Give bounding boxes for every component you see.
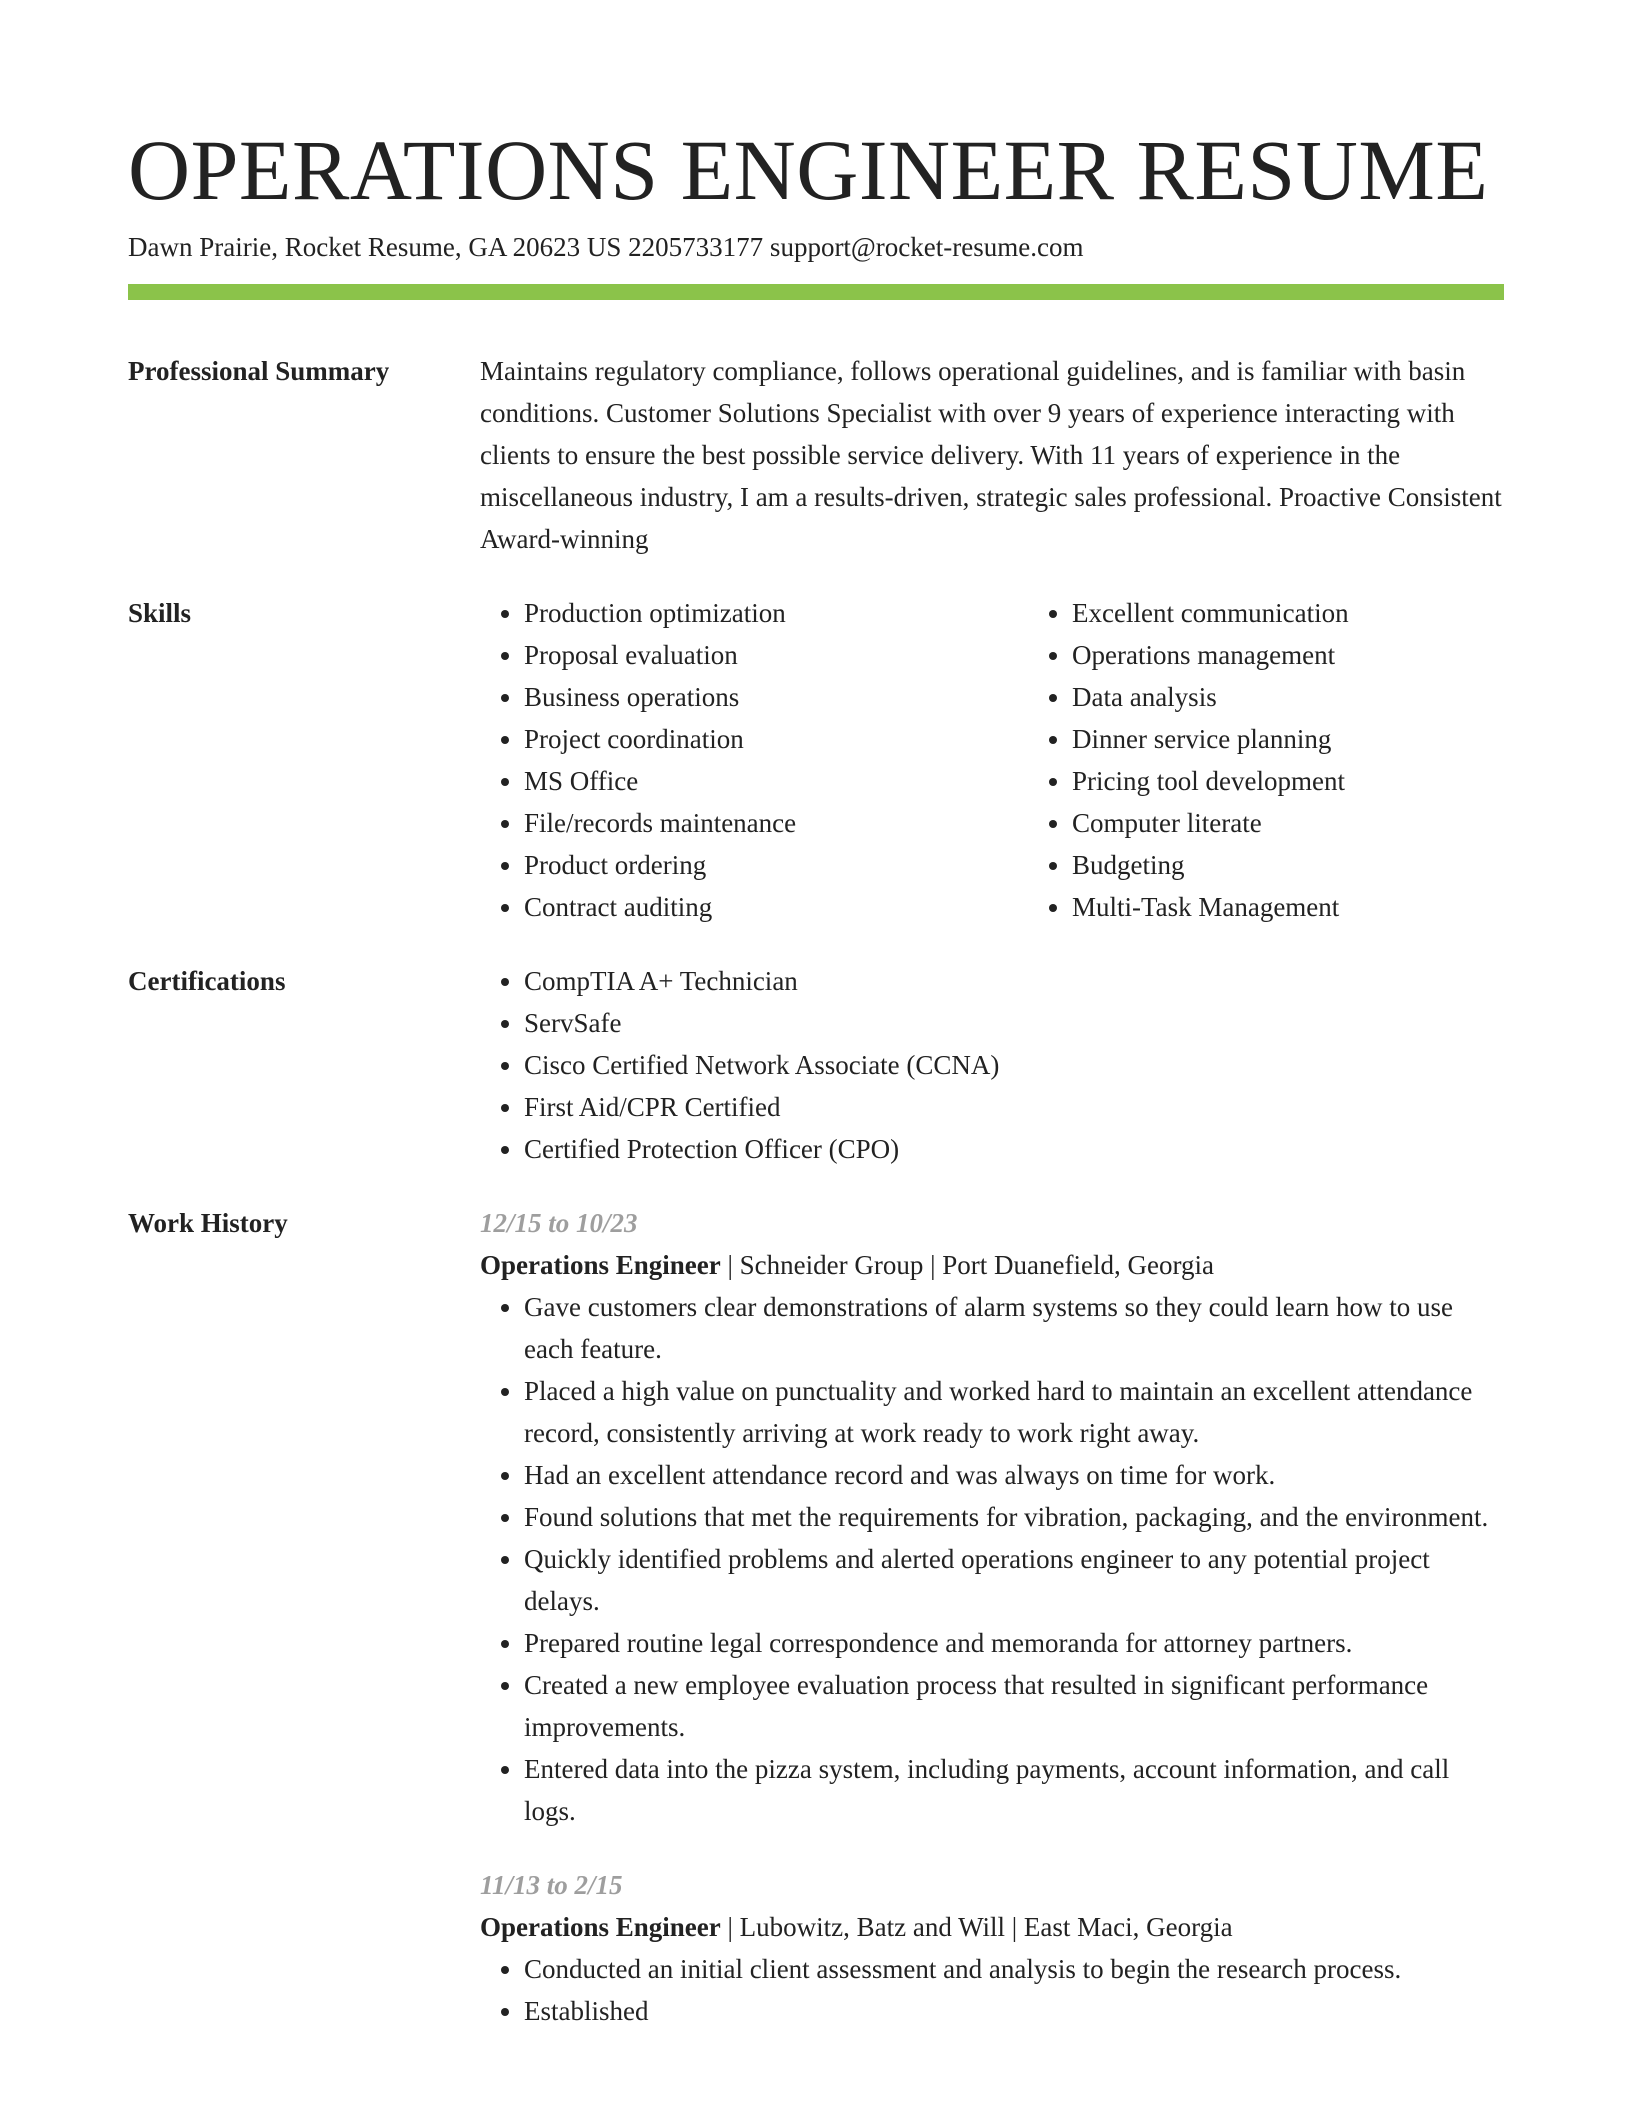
skill-item: • Budgeting <box>1072 844 1576 886</box>
skill-item: • Business operations <box>524 676 1028 718</box>
certifications-label: Certifications <box>128 966 286 996</box>
skill-item: • Pricing tool development <box>1072 760 1576 802</box>
job-duty: • Had an excellent attendance record and was always on time for work. <box>524 1454 1504 1496</box>
job-heading <box>480 1906 1504 1948</box>
job-duty: • Placed a high value on punctuality and worked hard to maintain an excellent attendance record, consistently arriving at work ready to work right away. <box>524 1370 1504 1454</box>
resume-title: OPERATIONS ENGINEER RESUME <box>128 122 1489 218</box>
summary-section <box>128 350 1504 560</box>
skill-item: • Contract auditing <box>524 886 1028 928</box>
job-duties-list <box>480 1948 1504 2032</box>
resume-page <box>128 120 1504 2032</box>
accent-divider <box>128 284 1504 300</box>
job-duty: • Found solutions that met the requirements for vibration, packaging, and the environment. <box>524 1496 1504 1538</box>
job-heading <box>480 1244 1504 1286</box>
skill-item: • Excellent communication <box>1072 592 1576 634</box>
skill-item: • Dinner service planning <box>1072 718 1576 760</box>
job-duty: • Conducted an initial client assessment and analysis to begin the research process. <box>524 1948 1504 1990</box>
skills-list-right <box>1028 592 1576 928</box>
skills-section <box>128 592 1504 928</box>
job-duty: • Quickly identified problems and alerted operations engineer to any potential project delays. <box>524 1538 1504 1622</box>
contact-line: Dawn Prairie, Rocket Resume, GA 20623 US 2205733177 support@rocket-resume.com <box>128 232 1084 262</box>
job-duty: • Established <box>524 1990 1504 2032</box>
job-entry <box>480 1202 1504 1832</box>
certification-item: • Cisco Certified Network Associate (CCNA) <box>524 1044 1504 1086</box>
skill-item: • MS Office <box>524 760 1028 802</box>
job-duty: • Created a new employee evaluation process that resulted in significant performance improvements. <box>524 1664 1504 1748</box>
skill-item: • Operations management <box>1072 634 1576 676</box>
job-employer-location: | Lubowitz, Batz and Will | East Maci, Georgia <box>720 1912 1233 1942</box>
skill-item: • Production optimization <box>524 592 1028 634</box>
certification-item: • CompTIA A+ Technician <box>524 960 1504 1002</box>
job-title: Operations Engineer <box>480 1250 721 1280</box>
work-history-label: Work History <box>128 1208 288 1238</box>
skill-item: • Project coordination <box>524 718 1028 760</box>
summary-text: Maintains regulatory compliance, follows operational guidelines, and is familiar with basin conditions. Customer Solutions Specialist with over 9 years of experience interacting with clients to ensure the best possible service delivery. With 11 years of experience in the miscellaneous industry, I am a results-driven, strategic sales professional. Proactive Consistent Award-winning <box>480 356 1502 554</box>
certifications-list <box>480 960 1504 1170</box>
certifications-section <box>128 960 1504 1170</box>
skill-item: • Data analysis <box>1072 676 1576 718</box>
skill-item: • Product ordering <box>524 844 1028 886</box>
skills-columns <box>480 592 1576 928</box>
job-title: Operations Engineer <box>480 1912 721 1942</box>
job-dates: 12/15 to 10/23 <box>480 1208 638 1238</box>
work-history-section <box>128 1202 1504 2032</box>
job-duty: • Entered data into the pizza system, including payments, account information, and call logs. <box>524 1748 1504 1832</box>
job-duty: • Prepared routine legal correspondence and memoranda for attorney partners. <box>524 1622 1504 1664</box>
skills-list-left <box>480 592 1028 928</box>
certification-item: • ServSafe <box>524 1002 1504 1044</box>
skill-item: • Computer literate <box>1072 802 1576 844</box>
skills-label: Skills <box>128 598 192 628</box>
certification-item: • First Aid/CPR Certified <box>524 1086 1504 1128</box>
job-duty: • Gave customers clear demonstrations of alarm systems so they could learn how to use each feature. <box>524 1286 1504 1370</box>
job-entry <box>480 1864 1504 2032</box>
job-dates: 11/13 to 2/15 <box>480 1870 623 1900</box>
certification-item: • Certified Protection Officer (CPO) <box>524 1128 1504 1170</box>
skill-item: • Multi-Task Management <box>1072 886 1576 928</box>
summary-label: Professional Summary <box>128 356 390 386</box>
job-employer-location: | Schneider Group | Port Duanefield, Georgia <box>720 1250 1214 1280</box>
skill-item: • File/records maintenance <box>524 802 1028 844</box>
skill-item: • Proposal evaluation <box>524 634 1028 676</box>
jobs-list <box>480 1202 1504 2032</box>
job-duties-list <box>480 1286 1504 1832</box>
